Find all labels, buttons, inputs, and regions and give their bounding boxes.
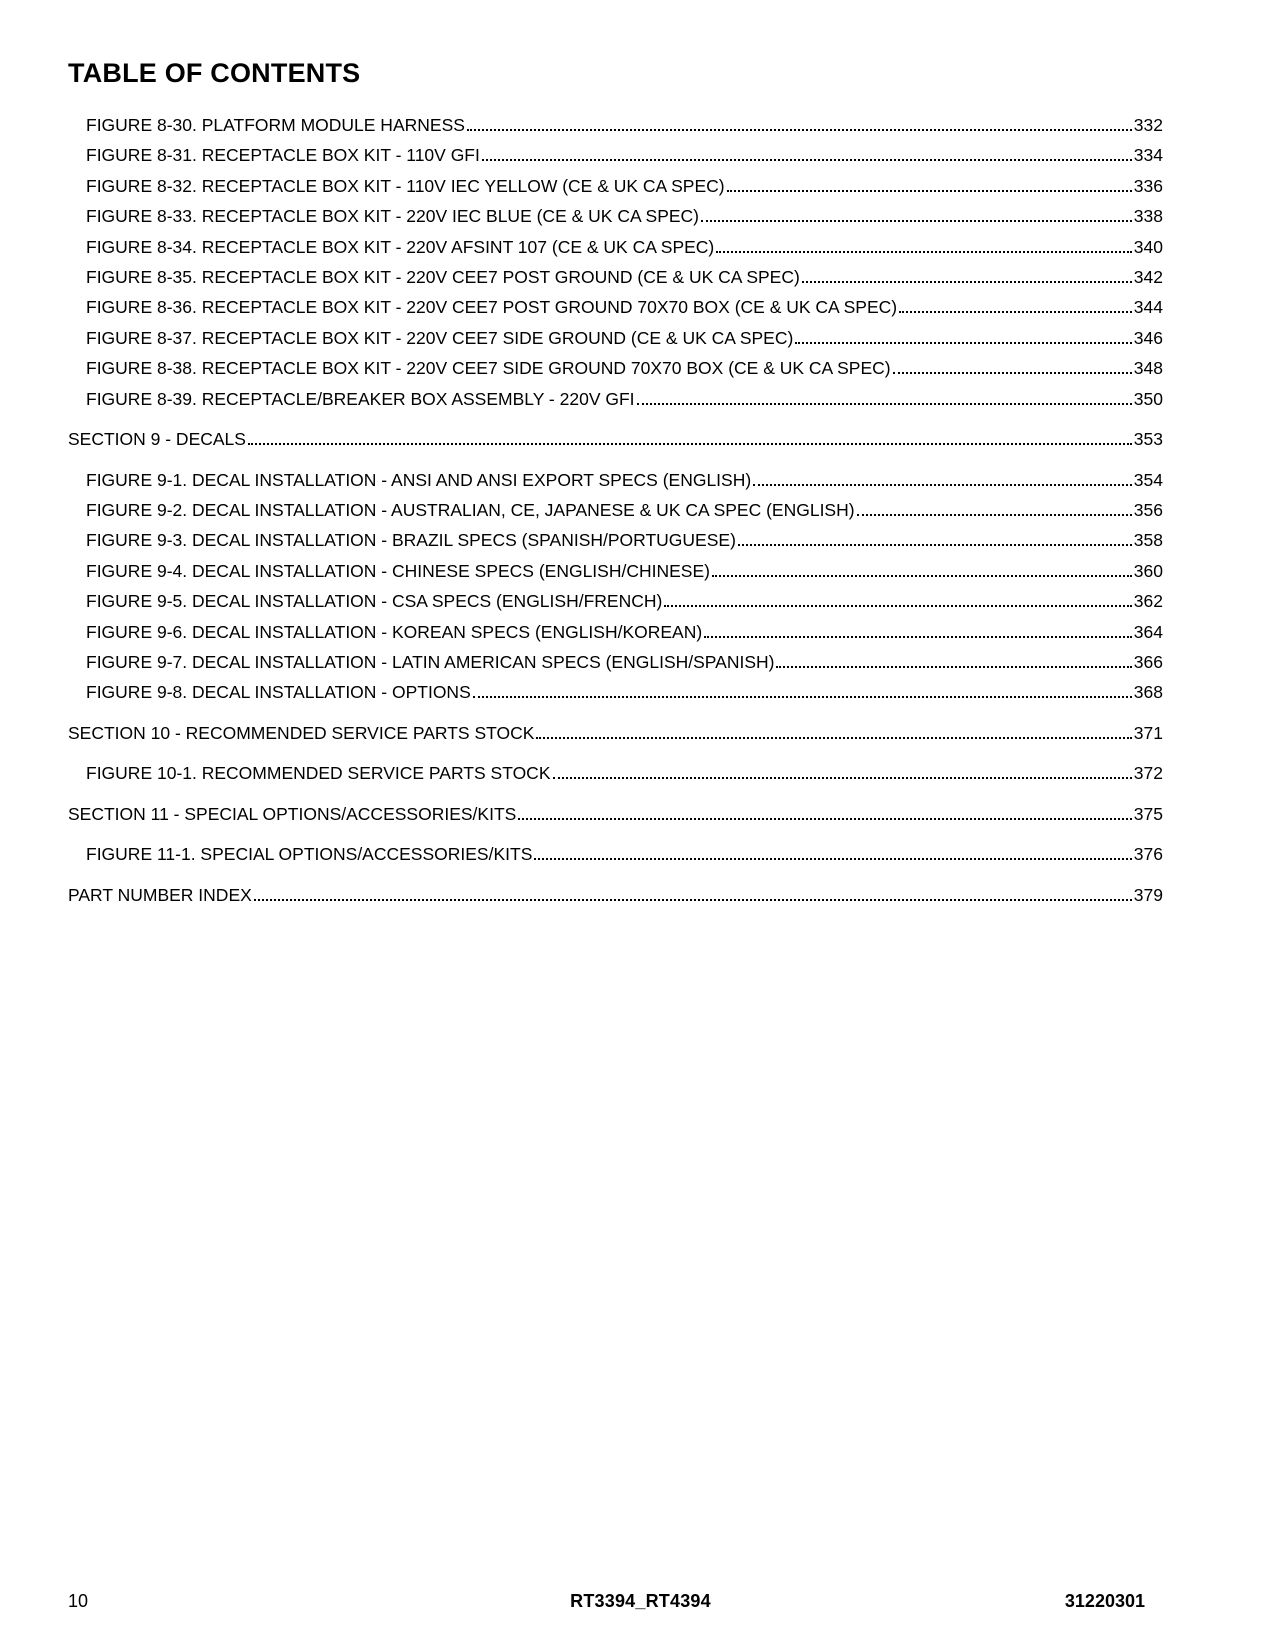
toc-entry-title: FIGURE 9-7. DECAL INSTALLATION - LATIN AMERICAN SPECS (ENGLISH/SPANISH)	[86, 652, 775, 672]
toc-entry-title: SECTION 10 - RECOMMENDED SERVICE PARTS STOCK	[68, 722, 535, 743]
toc-entry-title: FIGURE 8-30. PLATFORM MODULE HARNESS	[86, 115, 465, 135]
toc-figure-entry[interactable]	[86, 234, 1163, 258]
toc-entry-page: 353	[1133, 429, 1163, 450]
footer-doc-number: 31220301	[1064, 1591, 1145, 1611]
toc-figure-entry[interactable]	[86, 649, 1163, 673]
toc-dot-leader	[553, 777, 1132, 779]
toc-entry-page: 346	[1133, 327, 1163, 348]
toc-dot-leader	[776, 666, 1131, 668]
toc-entry-title: FIGURE 8-38. RECEPTACLE BOX KIT - 220V CEE7 SIDE GROUND 70X70 BOX (CE & UK CA SPEC)	[86, 358, 891, 379]
toc-entry-page: 334	[1133, 145, 1163, 166]
toc-entry-page: 340	[1133, 236, 1163, 257]
toc-figure-entry[interactable]	[86, 203, 1163, 227]
toc-entry-title: FIGURE 9-2. DECAL INSTALLATION - AUSTRALIAN, CE, JAPANESE & UK CA SPEC (ENGLISH)	[86, 500, 855, 520]
toc-section-entry[interactable]	[68, 720, 1163, 744]
toc-figure-entry[interactable]	[86, 527, 1163, 551]
toc-entry-page: 376	[1133, 844, 1163, 865]
toc-entry-title: FIGURE 8-37. RECEPTACLE BOX KIT - 220V CEE7 SIDE GROUND (CE & UK CA SPEC)	[86, 327, 794, 348]
toc-figure-entry[interactable]	[86, 264, 1163, 288]
toc-figure-entry[interactable]	[86, 588, 1163, 612]
toc-entry-title: FIGURE 9-1. DECAL INSTALLATION - ANSI AND ANSI EXPORT SPECS (ENGLISH)	[86, 469, 752, 490]
toc-dot-leader	[899, 311, 1132, 313]
toc-entry-page: 371	[1133, 722, 1163, 743]
toc-entry-page: 354	[1133, 469, 1163, 490]
toc-entry-title: PART NUMBER INDEX	[68, 884, 252, 905]
toc-dot-leader	[518, 818, 1131, 820]
toc-entry-page: 368	[1133, 682, 1163, 703]
toc-dot-leader	[467, 129, 1132, 131]
toc-dot-leader	[795, 342, 1131, 344]
toc-entry-title: FIGURE 8-32. RECEPTACLE BOX KIT - 110V IEC YELLOW (CE & UK CA SPEC)	[86, 175, 725, 196]
toc-entry-page: 336	[1133, 175, 1163, 196]
toc-entry-title: FIGURE 9-3. DECAL INSTALLATION - BRAZIL SPECS (SPANISH/PORTUGUESE)	[86, 530, 736, 551]
toc-entry-page: 342	[1133, 267, 1163, 287]
toc-figure-entry[interactable]	[86, 679, 1163, 703]
toc-entry-title: FIGURE 9-4. DECAL INSTALLATION - CHINESE SPECS (ENGLISH/CHINESE)	[86, 560, 710, 581]
toc-figure-entry[interactable]	[86, 760, 1163, 784]
toc-figure-entry[interactable]	[86, 841, 1163, 865]
toc-section-entry[interactable]	[68, 801, 1163, 825]
toc-dot-leader	[753, 484, 1132, 486]
toc-entry-title: FIGURE 8-35. RECEPTACLE BOX KIT - 220V CEE7 POST GROUND (CE & UK CA SPEC)	[86, 267, 800, 287]
toc-entry-title: FIGURE 11-1. SPECIAL OPTIONS/ACCESSORIES/KITS	[86, 844, 533, 865]
toc-dot-leader	[857, 514, 1132, 516]
toc-entry-title: FIGURE 9-5. DECAL INSTALLATION - CSA SPECS (ENGLISH/FRENCH)	[86, 591, 663, 612]
toc-entry-title: FIGURE 8-33. RECEPTACLE BOX KIT - 220V IEC BLUE (CE & UK CA SPEC)	[86, 206, 700, 227]
toc-entry-page: 360	[1133, 560, 1163, 581]
toc-entry-page: 358	[1133, 530, 1163, 551]
toc-figure-entry[interactable]	[86, 386, 1163, 410]
toc-entry-page: 332	[1133, 115, 1163, 135]
toc-figure-entry[interactable]	[86, 325, 1163, 349]
toc-dot-leader	[248, 443, 1132, 445]
toc-entry-title: FIGURE 8-31. RECEPTACLE BOX KIT - 110V GFI	[86, 145, 480, 166]
toc-entry-page: 366	[1133, 652, 1163, 672]
toc-dot-leader	[254, 899, 1132, 901]
toc-entry-title: FIGURE 8-36. RECEPTACLE BOX KIT - 220V CEE7 POST GROUND 70X70 BOX (CE & UK CA SPEC)	[86, 297, 898, 318]
toc-entry-title: FIGURE 8-34. RECEPTACLE BOX KIT - 220V AFSINT 107 (CE & UK CA SPEC)	[86, 236, 715, 257]
toc-figure-entry[interactable]	[86, 112, 1163, 136]
toc-figure-entry[interactable]	[86, 467, 1163, 491]
toc-entry-page: 344	[1133, 297, 1163, 318]
toc-entry-page: 379	[1133, 884, 1163, 905]
toc-dot-leader	[893, 372, 1132, 374]
toc-figure-entry[interactable]	[86, 619, 1163, 643]
toc-entry-page: 362	[1133, 591, 1163, 612]
toc-dot-leader	[637, 403, 1132, 405]
toc-entry-page: 338	[1133, 206, 1163, 227]
toc-figure-entry[interactable]	[86, 173, 1163, 197]
toc-entry-title: FIGURE 10-1. RECOMMENDED SERVICE PARTS STOCK	[86, 763, 551, 784]
toc-entry-page: 372	[1133, 763, 1163, 784]
toc-dot-leader	[738, 544, 1132, 546]
toc-dot-leader	[712, 575, 1132, 577]
toc-dot-leader	[664, 605, 1131, 607]
toc-entry-page: 375	[1133, 803, 1163, 824]
toc-entry-page: 364	[1133, 621, 1163, 642]
toc-entry-title: SECTION 9 - DECALS	[68, 429, 246, 450]
toc-dot-leader	[704, 636, 1132, 638]
page-title: TABLE OF CONTENTS	[68, 58, 361, 88]
toc-entry-title: FIGURE 9-8. DECAL INSTALLATION - OPTIONS	[86, 682, 471, 703]
toc-figure-entry[interactable]	[86, 142, 1163, 166]
toc-figure-entry[interactable]	[86, 497, 1163, 521]
toc-figure-entry[interactable]	[86, 355, 1163, 379]
toc-entry-title: FIGURE 8-39. RECEPTACLE/BREAKER BOX ASSEMBLY - 220V GFI	[86, 388, 635, 409]
toc-figure-entry[interactable]	[86, 294, 1163, 318]
toc-entry-title: FIGURE 9-6. DECAL INSTALLATION - KOREAN SPECS (ENGLISH/KOREAN)	[86, 621, 703, 642]
toc-dot-leader	[482, 159, 1132, 161]
toc-dot-leader	[536, 737, 1131, 739]
toc-section-entry[interactable]	[68, 426, 1163, 450]
toc-dot-leader	[802, 281, 1132, 283]
toc-section-entry[interactable]	[68, 882, 1163, 906]
toc-dot-leader	[716, 251, 1132, 253]
toc-figure-entry[interactable]	[86, 558, 1163, 582]
toc-dot-leader	[534, 858, 1131, 860]
footer-model: RT3394_RT4394	[570, 1591, 711, 1611]
toc-entry-page: 348	[1133, 358, 1163, 379]
toc-dot-leader	[473, 696, 1132, 698]
toc-dot-leader	[727, 190, 1132, 192]
toc-dot-leader	[701, 220, 1132, 222]
toc-entry-page: 350	[1133, 388, 1163, 409]
toc-entry-page: 356	[1133, 500, 1163, 520]
toc-entry-title: SECTION 11 - SPECIAL OPTIONS/ACCESSORIES/KITS	[68, 803, 517, 824]
footer-page-number: 10	[68, 1591, 89, 1611]
